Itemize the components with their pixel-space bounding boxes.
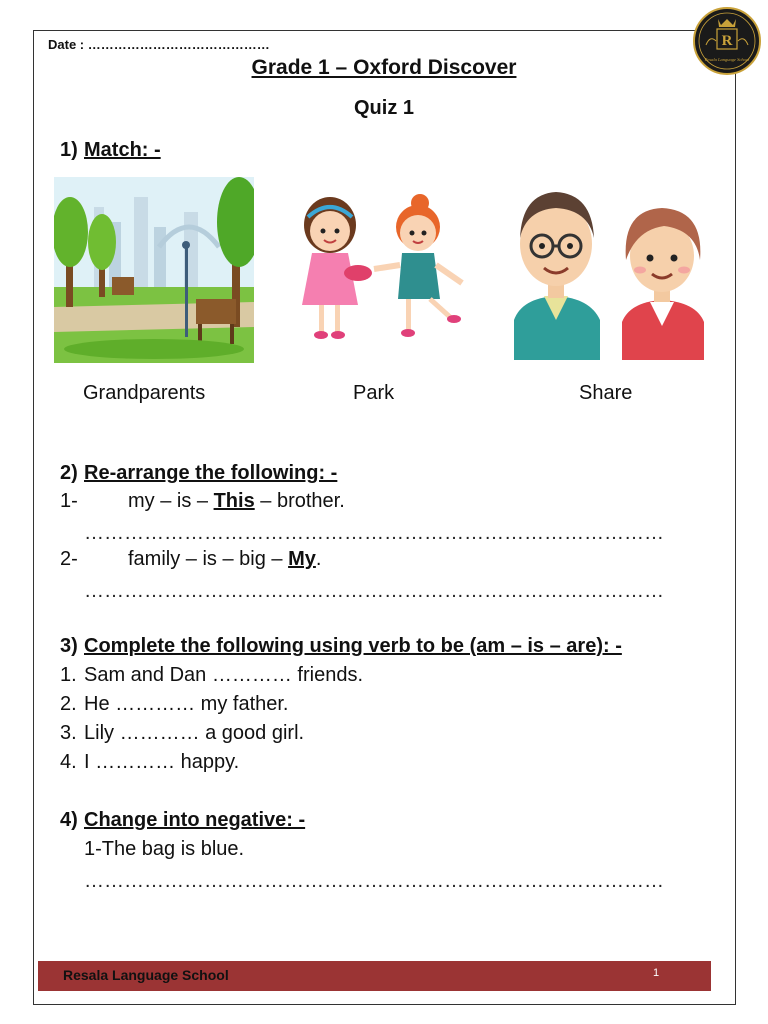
page-number: 1 <box>653 967 660 979</box>
word-park: Park <box>353 382 395 404</box>
word-grandparents: Grandparents <box>83 382 206 404</box>
park-picture <box>54 177 254 363</box>
logo-monogram: R <box>721 33 733 49</box>
grandparents-picture <box>512 180 710 360</box>
footer-school-name: Resala Language School <box>63 967 229 983</box>
rearrange-item-2: 2- <box>60 548 78 570</box>
complete-item-2: 2. He ………… my father. <box>60 693 289 715</box>
quiz-title: Quiz 1 <box>353 97 414 119</box>
negative-item-1: 1-The bag is blue. <box>84 838 245 860</box>
complete-item-1: 1. Sam and Dan ………… friends. <box>60 664 363 686</box>
page-title: Grade 1 – Oxford Discover <box>251 56 517 79</box>
word-share: Share <box>579 382 633 404</box>
complete-item-4: 4. I ………… happy. <box>60 751 240 773</box>
answer-line: …………………………………………………………………………… <box>84 522 664 544</box>
section-1-heading: 1) Match: - <box>60 139 161 161</box>
section-4-heading: 4) Change into negative: - <box>60 809 306 831</box>
rearrange-item-2-text: family – is – big – My. <box>128 548 322 570</box>
rearrange-item-1: 1- <box>60 490 78 512</box>
answer-line: …………………………………………………………………………… <box>84 870 664 892</box>
section-2-heading: 2) Re-arrange the following: - <box>60 462 338 484</box>
date-label: Date : …………………………………… <box>48 37 270 52</box>
section-3-heading: 3) Complete the following using verb to be (am – is – are): - <box>60 635 622 657</box>
logo-text: Resala Language School <box>704 57 750 62</box>
footer-bar <box>38 961 711 991</box>
rearrange-item-1-text: my – is – This – brother. <box>128 490 345 512</box>
complete-item-3: 3. Lily ………… a good girl. <box>60 722 305 744</box>
answer-line: …………………………………………………………………………… <box>84 580 664 602</box>
share-picture <box>290 187 475 347</box>
